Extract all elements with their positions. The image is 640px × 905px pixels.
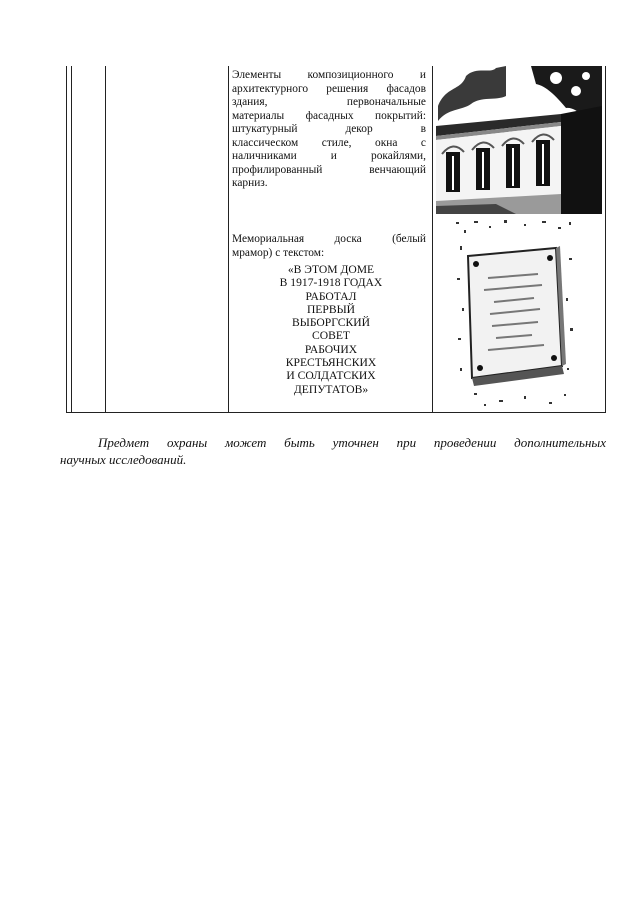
- facade-description-line: здания, первоначальные: [232, 96, 426, 108]
- table-border-left: [66, 66, 67, 413]
- facade-description-line: штукатурный декор в: [232, 123, 426, 135]
- protection-subject-table: [66, 66, 606, 413]
- plaque-inscription-line: В 1917-1918 ГОДАХ: [279, 276, 383, 290]
- facade-description-line: Элементы композиционного и: [232, 69, 426, 81]
- facade-description-line: профилированный венчающий: [232, 163, 426, 176]
- plaque-inscription-line: СОВЕТ: [311, 329, 350, 343]
- plaque-inscription-line: РАБОЧИХ: [304, 342, 358, 356]
- plaque-inscription-line: «В ЭТОМ ДОМЕ: [287, 263, 375, 276]
- protection-note-line: Предмет охраны может быть уточнен при проведении дополнительных: [98, 435, 606, 450]
- table-border-right: [605, 66, 606, 413]
- facade-description-line: классическом стиле, окна с: [232, 136, 426, 149]
- plaque-intro-line: мрамор) с текстом:: [232, 246, 325, 259]
- plaque-inscription-line: И СОЛДАТСКИХ: [286, 369, 376, 383]
- plaque-inscription: [231, 263, 431, 396]
- table-column-divider: [432, 66, 433, 413]
- plaque-inscription-line: ПЕРВЫЙ: [306, 302, 356, 316]
- table-border-bottom: [66, 412, 606, 413]
- plaque-intro-line: Мемориальная доска (белый: [232, 233, 426, 245]
- table-column-divider: [228, 66, 229, 413]
- plaque-inscription-line: ВЫБОРГСКИЙ: [291, 316, 370, 330]
- facade-description: [232, 69, 426, 191]
- plaque-inscription-line: ДЕПУТАТОВ»: [293, 382, 369, 396]
- table-column-divider: [71, 66, 72, 413]
- protection-note: [60, 434, 606, 468]
- facade-description-line: материалы фасадных покрытий:: [232, 109, 426, 122]
- protection-note-line: научных исследований.: [60, 452, 187, 467]
- facade-description-line: карниз.: [232, 177, 268, 189]
- building-facade-photo: [436, 66, 602, 214]
- facade-description-line: наличниками и рокайлями,: [232, 150, 426, 162]
- memorial-plaque-image: [454, 218, 576, 408]
- building-facade-image: [436, 66, 602, 214]
- plaque-inscription-line: РАБОТАЛ: [305, 289, 357, 303]
- memorial-plaque-photo: [454, 218, 576, 408]
- plaque-inscription-line: КРЕСТЬЯНСКИХ: [285, 356, 377, 370]
- facade-description-line: архитектурного решения фасадов: [232, 82, 426, 95]
- table-column-divider: [105, 66, 106, 413]
- plaque-intro: [232, 233, 426, 260]
